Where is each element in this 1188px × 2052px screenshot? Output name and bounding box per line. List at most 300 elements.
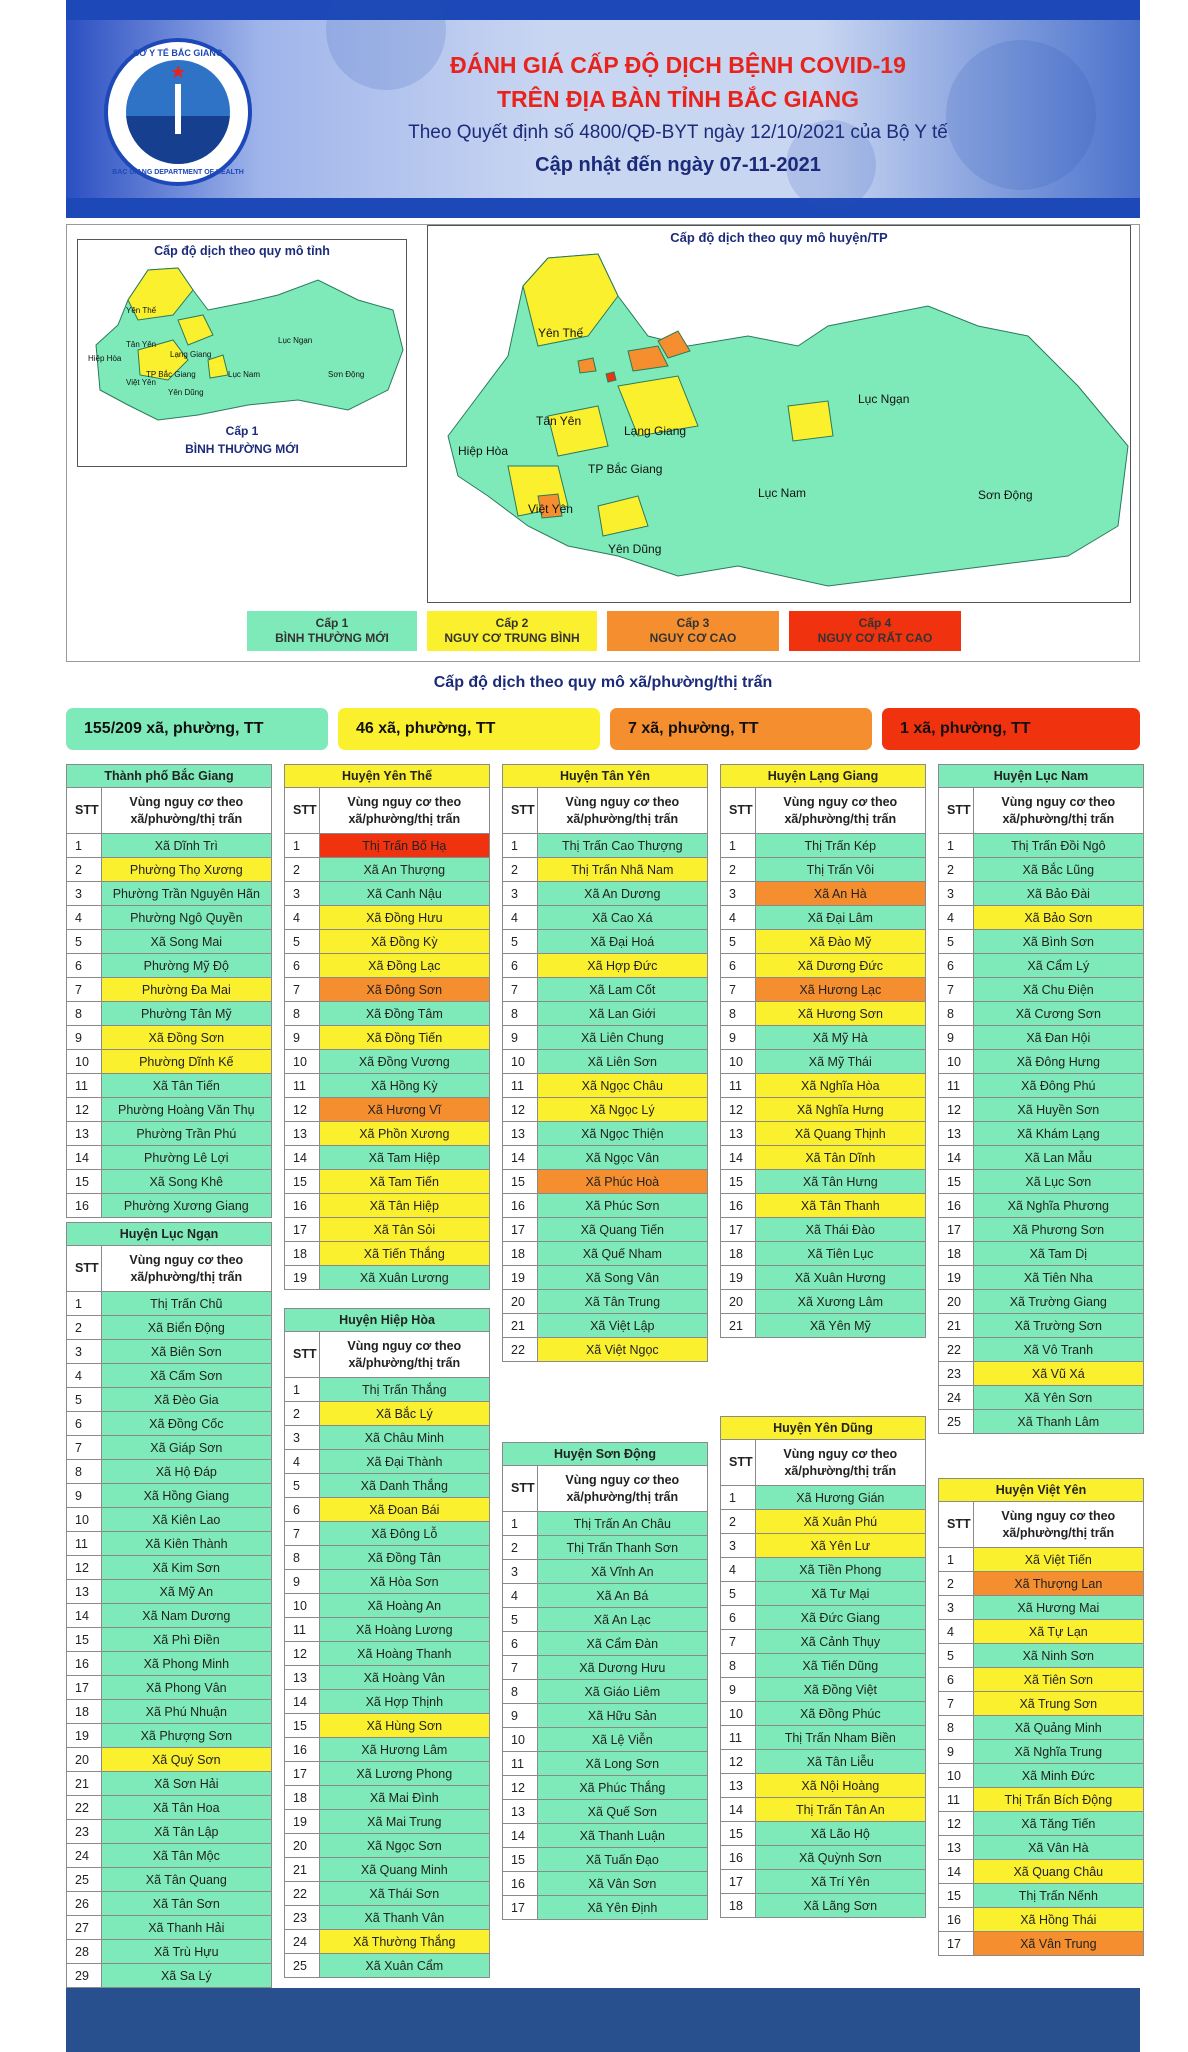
table-row (503, 1584, 708, 1608)
commune-name: Xã An Lạc (537, 1608, 707, 1632)
commune-name: Xã Quang Châu (973, 1860, 1143, 1884)
row-number: 16 (285, 1194, 320, 1218)
row-number: 16 (503, 1872, 538, 1896)
commune-name: Xã Quang Thịnh (755, 1122, 925, 1146)
table-row (503, 1242, 708, 1266)
table-row (67, 1964, 272, 1988)
table-row (67, 930, 272, 954)
row-number: 4 (721, 906, 756, 930)
table-row (285, 1378, 490, 1402)
row-number: 16 (721, 1194, 756, 1218)
commune-name: Xã Nghĩa Hòa (755, 1074, 925, 1098)
row-number: 9 (939, 1740, 974, 1764)
commune-name: Xã Việt Ngọc (537, 1338, 707, 1362)
table-row (67, 1388, 272, 1412)
col-area: Vùng nguy cơ theo xã/phường/thị trấn (319, 1332, 489, 1378)
table-row (939, 1596, 1144, 1620)
col-stt: STT (67, 1246, 102, 1292)
table-row (67, 1532, 272, 1556)
commune-name: Xã Đan Hội (973, 1026, 1143, 1050)
commune-name: Xã Huyền Sơn (973, 1098, 1143, 1122)
table-row (285, 1954, 490, 1978)
table-row (503, 954, 708, 978)
row-number: 11 (67, 1532, 102, 1556)
table-row (939, 1050, 1144, 1074)
map-label: Sơn Động (328, 370, 365, 379)
commune-name: Xã Tân Hưng (755, 1170, 925, 1194)
row-number: 15 (285, 1714, 320, 1738)
legend-level: Cấp 1 (315, 616, 349, 630)
table-row (721, 1002, 926, 1026)
table-row (721, 1870, 926, 1894)
table-row (503, 1656, 708, 1680)
district-name: Huyện Sơn Động (503, 1443, 708, 1466)
table-row (285, 1666, 490, 1690)
table-row (285, 978, 490, 1002)
table-row (285, 1474, 490, 1498)
row-number: 2 (285, 858, 320, 882)
table-row (285, 1690, 490, 1714)
commune-name: Xã Vân Sơn (537, 1872, 707, 1896)
col-stt: STT (503, 788, 538, 834)
commune-name: Xã Hoàng Lương (319, 1618, 489, 1642)
commune-name: Xã Đông Lỗ (319, 1522, 489, 1546)
map-label: Lạng Giang (624, 424, 687, 438)
table-row (67, 1412, 272, 1436)
table-row (721, 1630, 926, 1654)
commune-name: Xã Vĩnh An (537, 1560, 707, 1584)
commune-name: Xã Phồn Xương (319, 1122, 489, 1146)
row-number: 10 (67, 1050, 102, 1074)
row-number: 19 (939, 1266, 974, 1290)
col-stt: STT (503, 1466, 538, 1512)
row-number: 6 (285, 1498, 320, 1522)
row-number: 10 (721, 1050, 756, 1074)
district-table (502, 1442, 708, 1920)
legend-level: Cấp 4 (858, 616, 892, 630)
row-number: 13 (285, 1666, 320, 1690)
commune-name: Xã Yên Sơn (973, 1386, 1143, 1410)
table-row (939, 1194, 1144, 1218)
table-row (67, 1364, 272, 1388)
row-number: 1 (503, 834, 538, 858)
row-number: 14 (939, 1146, 974, 1170)
commune-name: Xã Mỹ Hà (755, 1026, 925, 1050)
table-row (503, 1122, 708, 1146)
table-row (721, 1774, 926, 1798)
province-map (77, 239, 407, 467)
row-number: 13 (721, 1122, 756, 1146)
row-number: 14 (285, 1690, 320, 1714)
table-row (939, 1218, 1144, 1242)
commune-name: Xã Mỹ Thái (755, 1050, 925, 1074)
commune-name: Xã Vân Hà (973, 1836, 1143, 1860)
staff-icon (175, 84, 181, 134)
commune-name: Xã Quảng Minh (973, 1716, 1143, 1740)
commune-name: Xã Yên Định (537, 1896, 707, 1920)
row-number: 12 (503, 1776, 538, 1800)
commune-name: Phường Lê Lợi (101, 1146, 271, 1170)
commune-name: Xã Song Mai (101, 930, 271, 954)
commune-name: Xã Hùng Sơn (319, 1714, 489, 1738)
table-row (67, 1868, 272, 1892)
commune-name: Xã Phúc Thắng (537, 1776, 707, 1800)
row-number: 4 (285, 1450, 320, 1474)
table-row (285, 1618, 490, 1642)
row-number: 16 (503, 1194, 538, 1218)
table-row (285, 1266, 490, 1290)
col-area: Vùng nguy cơ theo xã/phường/thị trấn (101, 1246, 271, 1292)
table-row (67, 1340, 272, 1364)
logo-emblem (126, 60, 230, 164)
table-row (503, 1752, 708, 1776)
table-row (503, 858, 708, 882)
table-row (939, 1026, 1144, 1050)
table-row (939, 930, 1144, 954)
table-row (939, 1548, 1144, 1572)
row-number: 7 (721, 1630, 756, 1654)
row-number: 23 (285, 1906, 320, 1930)
commune-name: Xã Quý Sơn (101, 1748, 271, 1772)
commune-name: Xã Tam Hiệp (319, 1146, 489, 1170)
commune-name: Xã Giáo Liêm (537, 1680, 707, 1704)
row-number: 2 (503, 1536, 538, 1560)
district-table (938, 764, 1144, 1434)
table-row (285, 1786, 490, 1810)
table-row (503, 1632, 708, 1656)
table-row (285, 1050, 490, 1074)
row-number: 1 (939, 834, 974, 858)
table-row (721, 1194, 926, 1218)
table-row (939, 1644, 1144, 1668)
commune-name: Xã Kiên Thành (101, 1532, 271, 1556)
commune-name: Xã Tân Tiến (101, 1074, 271, 1098)
table-row (939, 978, 1144, 1002)
row-number: 11 (285, 1074, 320, 1098)
table-row (503, 1824, 708, 1848)
row-number: 15 (721, 1170, 756, 1194)
summary-level-4: 1 xã, phường, TT (882, 708, 1140, 750)
commune-name: Xã Hương Mai (973, 1596, 1143, 1620)
table-row (721, 1218, 926, 1242)
commune-name: Xã Tân Mộc (101, 1844, 271, 1868)
row-number: 17 (939, 1932, 974, 1956)
table-row (503, 1026, 708, 1050)
row-number: 17 (721, 1218, 756, 1242)
row-number: 19 (67, 1724, 102, 1748)
commune-section-title: Cấp độ dịch theo quy mô xã/phường/thị trấn (433, 674, 773, 691)
col-stt: STT (285, 1332, 320, 1378)
row-number: 11 (721, 1074, 756, 1098)
row-number: 18 (285, 1242, 320, 1266)
row-number: 6 (503, 1632, 538, 1656)
table-row (939, 1170, 1144, 1194)
commune-name: Xã Bắc Lý (319, 1402, 489, 1426)
row-number: 8 (285, 1546, 320, 1570)
row-number: 6 (939, 1668, 974, 1692)
table-row (503, 1146, 708, 1170)
map-label: Việt Yên (126, 378, 156, 387)
row-number: 11 (939, 1074, 974, 1098)
row-number: 10 (721, 1702, 756, 1726)
table-row (721, 1170, 926, 1194)
row-number: 1 (67, 1292, 102, 1316)
commune-name: Xã Vô Tranh (973, 1338, 1143, 1362)
table-row (285, 1810, 490, 1834)
commune-name: Xã Thượng Lan (973, 1572, 1143, 1596)
table-row (503, 1560, 708, 1584)
commune-name: Xã Xương Lâm (755, 1290, 925, 1314)
table-row (503, 1098, 708, 1122)
row-number: 1 (721, 834, 756, 858)
table-row (503, 1194, 708, 1218)
row-number: 8 (503, 1680, 538, 1704)
table-row (939, 1572, 1144, 1596)
map-panel (66, 224, 1140, 662)
row-number: 24 (285, 1930, 320, 1954)
row-number: 1 (285, 1378, 320, 1402)
row-number: 15 (721, 1822, 756, 1846)
commune-name: Xã Tiên Sơn (973, 1668, 1143, 1692)
commune-name: Thị Trấn Cao Thượng (537, 834, 707, 858)
row-number: 21 (503, 1314, 538, 1338)
table-row (67, 1170, 272, 1194)
table-row (285, 1642, 490, 1666)
commune-name: Xã Thanh Vân (319, 1906, 489, 1930)
commune-name: Xã Xuân Cẩm (319, 1954, 489, 1978)
table-row (67, 1700, 272, 1724)
table-row (285, 1002, 490, 1026)
table-row (285, 930, 490, 954)
district-table (284, 1308, 490, 1978)
commune-name: Thị Trấn Nham Biền (755, 1726, 925, 1750)
row-number: 2 (721, 1510, 756, 1534)
commune-name: Xã Trường Sơn (973, 1314, 1143, 1338)
table-row (503, 1290, 708, 1314)
table-row (285, 834, 490, 858)
table-row (721, 930, 926, 954)
commune-name: Xã Thanh Luận (537, 1824, 707, 1848)
commune-name: Xã Hương Lâm (319, 1738, 489, 1762)
row-number: 20 (939, 1290, 974, 1314)
row-number: 22 (503, 1338, 538, 1362)
commune-name: Thị Trấn Thanh Sơn (537, 1536, 707, 1560)
row-number: 3 (939, 882, 974, 906)
table-row (721, 1582, 926, 1606)
table-row (939, 1002, 1144, 1026)
commune-name: Xã Việt Tiến (973, 1548, 1143, 1572)
table-row (939, 1764, 1144, 1788)
row-number: 24 (939, 1386, 974, 1410)
table-row (285, 1026, 490, 1050)
table-row (67, 1820, 272, 1844)
row-number: 12 (939, 1812, 974, 1836)
table-row (721, 1534, 926, 1558)
logo-bottom-text: BAC GIANG DEPARTMENT OF HEALTH (112, 169, 244, 176)
commune-name: Thị Trấn An Châu (537, 1512, 707, 1536)
table-row (503, 1896, 708, 1920)
table-row (503, 1218, 708, 1242)
commune-name: Xã Chu Điện (973, 978, 1143, 1002)
row-number: 13 (939, 1122, 974, 1146)
commune-name: Xã Lam Cốt (537, 978, 707, 1002)
commune-name: Xã Tăng Tiến (973, 1812, 1143, 1836)
commune-name: Xã Hợp Thịnh (319, 1690, 489, 1714)
commune-name: Xã Quế Sơn (537, 1800, 707, 1824)
row-number: 14 (721, 1798, 756, 1822)
district-table (502, 764, 708, 1362)
table-row (285, 1546, 490, 1570)
row-number: 13 (721, 1774, 756, 1798)
row-number: 4 (67, 906, 102, 930)
commune-name: Xã Đồng Hưu (319, 906, 489, 930)
commune-name: Xã Tân Trung (537, 1290, 707, 1314)
table-row (285, 906, 490, 930)
row-number: 8 (939, 1002, 974, 1026)
table-row (721, 1558, 926, 1582)
commune-name: Xã Quang Tiến (537, 1218, 707, 1242)
row-number: 9 (67, 1026, 102, 1050)
commune-name: Xã Đồng Tiến (319, 1026, 489, 1050)
district-map (427, 225, 1131, 603)
commune-name: Xã Liên Chung (537, 1026, 707, 1050)
row-number: 20 (67, 1748, 102, 1772)
map-label: Yên Dũng (608, 542, 662, 556)
table-row (939, 1122, 1144, 1146)
commune-name: Xã Tân Sơn (101, 1892, 271, 1916)
commune-name: Xã Kim Sơn (101, 1556, 271, 1580)
commune-name: Xã Hương Gián (755, 1486, 925, 1510)
row-number: 18 (285, 1786, 320, 1810)
row-number: 5 (939, 1644, 974, 1668)
commune-name: Xã Xuân Phú (755, 1510, 925, 1534)
table-row (721, 978, 926, 1002)
commune-name: Xã Lục Sơn (973, 1170, 1143, 1194)
row-number: 5 (503, 930, 538, 954)
commune-name: Phường Ngô Quyền (101, 906, 271, 930)
row-number: 13 (285, 1122, 320, 1146)
commune-name: Xã Hoàng Thanh (319, 1642, 489, 1666)
row-number: 8 (939, 1716, 974, 1740)
commune-name: Xã Thanh Lâm (973, 1410, 1143, 1434)
table-row (721, 1290, 926, 1314)
row-number: 5 (285, 930, 320, 954)
commune-name: Xã Mai Trung (319, 1810, 489, 1834)
table-row (721, 1678, 926, 1702)
table-row (939, 1074, 1144, 1098)
table-row (503, 1776, 708, 1800)
row-number: 12 (285, 1642, 320, 1666)
map-label: Tân Yên (536, 414, 582, 428)
commune-name: Xã Canh Nậu (319, 882, 489, 906)
row-number: 6 (721, 954, 756, 978)
commune-name: Xã Đồng Kỳ (319, 930, 489, 954)
table-row (285, 1570, 490, 1594)
table-row (285, 1834, 490, 1858)
commune-name: Xã Trường Giang (973, 1290, 1143, 1314)
row-number: 1 (67, 834, 102, 858)
row-number: 12 (503, 1098, 538, 1122)
commune-name: Xã Phượng Sơn (101, 1724, 271, 1748)
table-row (939, 882, 1144, 906)
commune-name: Xã Nội Hoàng (755, 1774, 925, 1798)
legend-level-1 (247, 611, 417, 651)
row-number: 3 (503, 882, 538, 906)
table-row (721, 1846, 926, 1870)
legend-name: BÌNH THƯỜNG MỚI (275, 631, 389, 645)
commune-name: Xã Quang Minh (319, 1858, 489, 1882)
table-row (285, 1426, 490, 1450)
table-row (939, 1740, 1144, 1764)
table-row (939, 1860, 1144, 1884)
row-number: 21 (285, 1858, 320, 1882)
row-number: 10 (285, 1594, 320, 1618)
table-row (67, 1436, 272, 1460)
row-number: 12 (67, 1556, 102, 1580)
table-row (503, 906, 708, 930)
logo-top-text: SỞ Y TẾ BẮC GIANG (133, 48, 223, 58)
row-number: 8 (721, 1654, 756, 1678)
row-number: 18 (721, 1242, 756, 1266)
col-area: Vùng nguy cơ theo xã/phường/thị trấn (319, 788, 489, 834)
table-row (503, 834, 708, 858)
district-map-title: Cấp độ dịch theo quy mô huyện/TP (670, 230, 888, 245)
row-number: 15 (939, 1170, 974, 1194)
col-stt: STT (721, 788, 756, 834)
row-number: 4 (503, 906, 538, 930)
row-number: 7 (285, 1522, 320, 1546)
commune-name: Xã Hương Lạc (755, 978, 925, 1002)
row-number: 11 (503, 1074, 538, 1098)
table-row (939, 1362, 1144, 1386)
map-label: Việt Yên (528, 502, 573, 516)
commune-name: Xã Hoàng An (319, 1594, 489, 1618)
province-map-title: Cấp độ dịch theo quy mô tỉnh (154, 244, 330, 258)
row-number: 4 (285, 906, 320, 930)
row-number: 5 (67, 1388, 102, 1412)
row-number: 12 (939, 1098, 974, 1122)
table-row (721, 1822, 926, 1846)
row-number: 24 (67, 1844, 102, 1868)
commune-name: Xã Tự Lạn (973, 1620, 1143, 1644)
commune-name: Xã Trung Sơn (973, 1692, 1143, 1716)
row-number: 2 (67, 858, 102, 882)
row-number: 9 (503, 1026, 538, 1050)
table-row (939, 1314, 1144, 1338)
row-number: 1 (721, 1486, 756, 1510)
commune-name: Xã Tân Lập (101, 1820, 271, 1844)
commune-name: Xã Đồng Sơn (101, 1026, 271, 1050)
row-number: 13 (503, 1122, 538, 1146)
table-row (721, 1146, 926, 1170)
table-row (503, 1872, 708, 1896)
table-row (67, 1026, 272, 1050)
row-number: 8 (67, 1460, 102, 1484)
table-row (285, 1242, 490, 1266)
row-number: 4 (939, 1620, 974, 1644)
commune-name: Xã Phì Điền (101, 1628, 271, 1652)
commune-name: Xã Phong Vân (101, 1676, 271, 1700)
row-number: 14 (503, 1146, 538, 1170)
row-number: 15 (503, 1170, 538, 1194)
row-number: 11 (721, 1726, 756, 1750)
commune-name: Xã Quế Nham (537, 1242, 707, 1266)
legend-level-3 (607, 611, 779, 651)
table-row (67, 858, 272, 882)
col-stt: STT (67, 788, 102, 834)
commune-name: Xã Hợp Đức (537, 954, 707, 978)
footer-band (66, 1988, 1140, 2052)
